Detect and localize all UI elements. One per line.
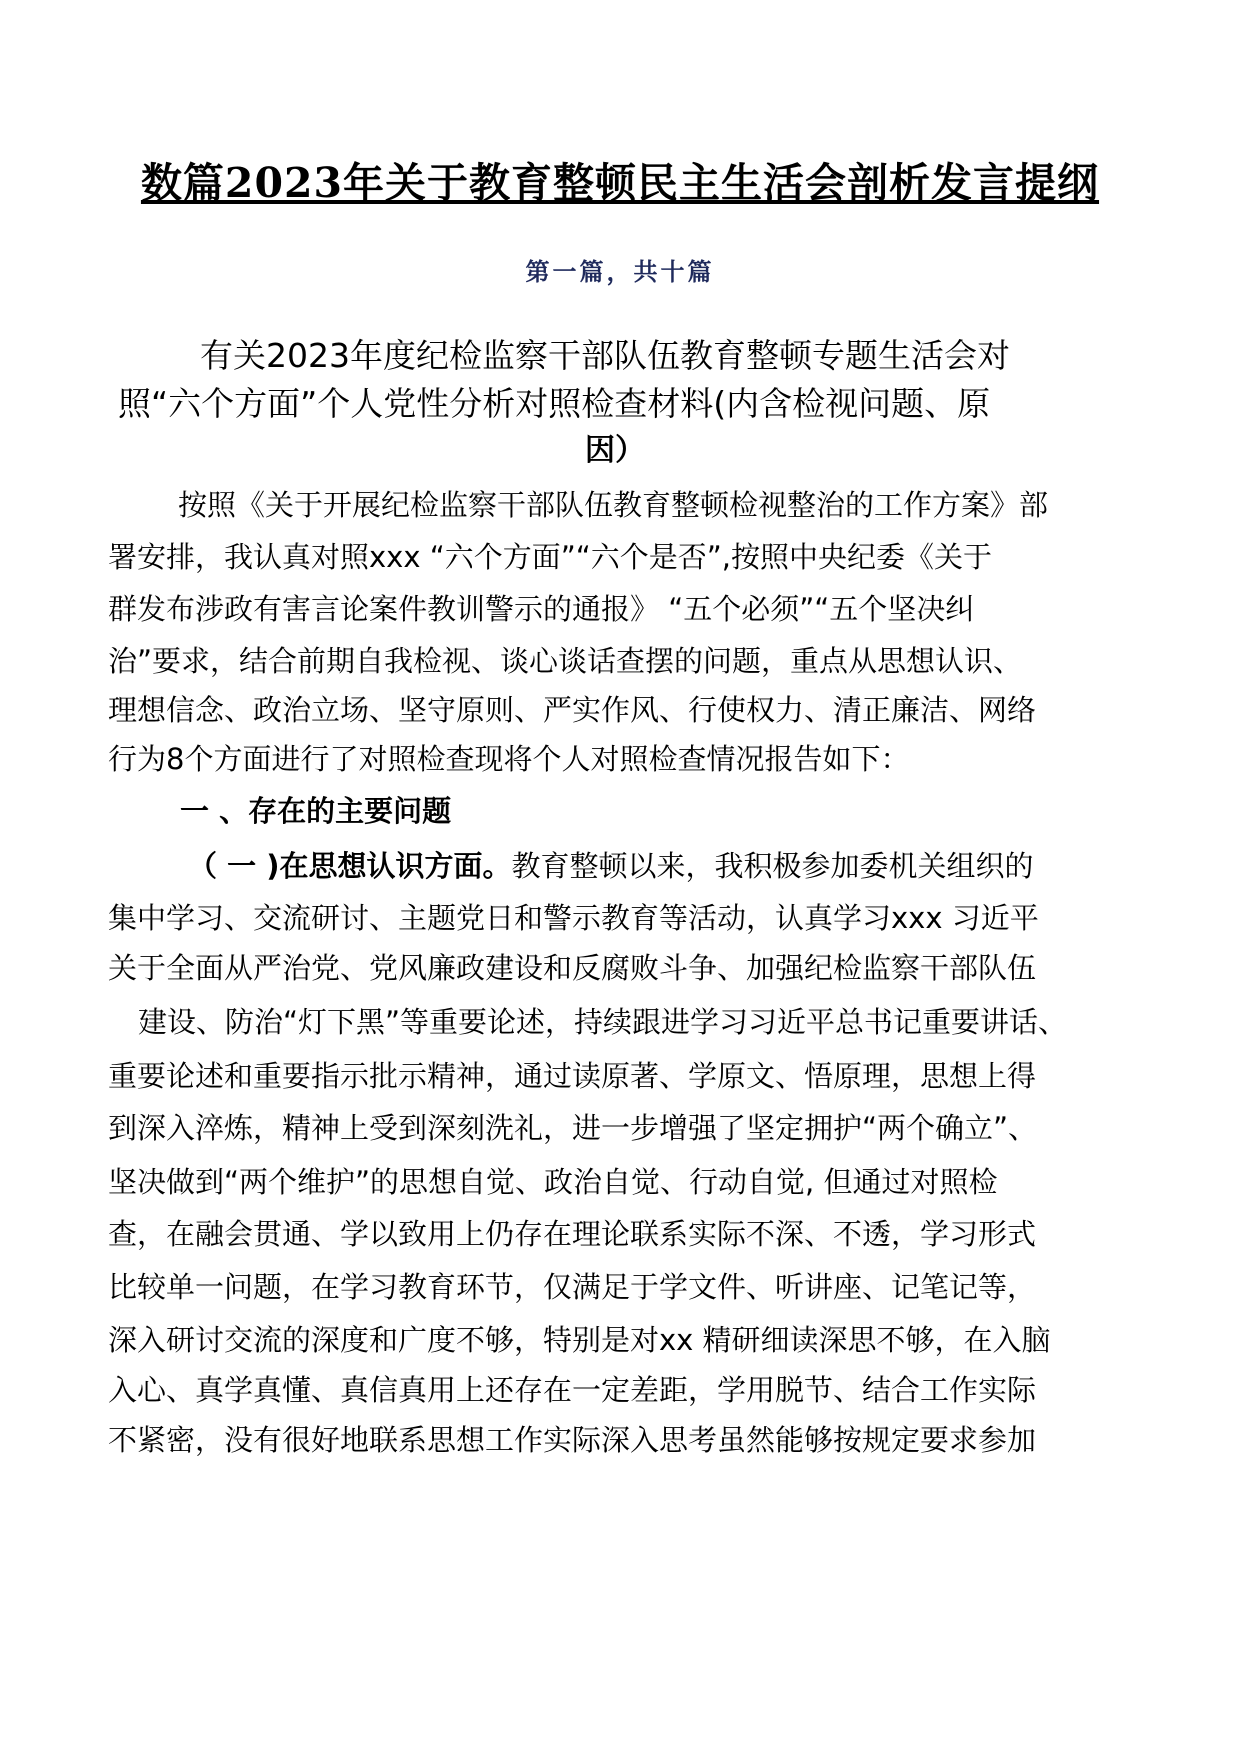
- para-line-8: 查，在融会贯通、学以致用上仍存在理论联系实际不深、不透，学习形式: [108, 1217, 1037, 1251]
- document-subtitle: 第一篇，共十篇: [525, 257, 715, 286]
- para-lead: （ 一 )在思想认识方面。: [188, 849, 512, 883]
- heading-line-2: 照“六个方面”个人党性分析对照检查材料(内含检视问题、原: [118, 384, 991, 423]
- para-line-5: 重要论述和重要指示批示精神，通过读原著、学原文、悟原理，思想上得: [108, 1059, 1037, 1093]
- intro-line-1: 按照《关于开展纪检监察干部队伍教育整顿检视整治的工作方案》部: [178, 488, 1049, 522]
- intro-line-3: 群发布涉政有害言论案件教训警示的通报》 “五个必须”“五个坚决纠: [108, 592, 975, 626]
- para-line-7: 坚决做到“两个维护”的思想自觉、政治自觉、行动自觉, 但通过对照检: [108, 1165, 998, 1199]
- heading-line-1: 有关2023年度纪检监察干部队伍教育整顿专题生活会对: [200, 336, 1010, 375]
- intro-line-2: 署安排，我认真对照xxx “六个方面”“六个是否”,按照中央纪委《关于: [108, 540, 993, 574]
- para-line-11: 入心、真学真懂、真信真用上还存在一定差距，学用脱节、结合工作实际: [108, 1373, 1037, 1407]
- intro-line-4: 治”要求，结合前期自我检视、谈心谈话查摆的问题，重点从思想认识、: [108, 644, 1023, 678]
- para-line-1-text: 教育整顿以来，我积极参加委机关组织的: [511, 849, 1034, 883]
- intro-line-6: 行为8个方面进行了对照检查现将个人对照检查情况报告如下：: [108, 742, 910, 776]
- para-line-3: 关于全面从严治党、党风廉政建设和反腐败斗争、加强纪检监察干部队伍: [108, 951, 1037, 985]
- section-heading: 一 、存在的主要问题: [180, 794, 452, 828]
- heading-line-3: 因）: [585, 433, 645, 468]
- para-line-2: 集中学习、交流研讨、主题党日和警示教育等活动，认真学习xxx 习近平: [108, 901, 1039, 935]
- para-line-12: 不紧密，没有很好地联系思想工作实际深入思考虽然能够按规定要求参加: [108, 1423, 1037, 1457]
- para-line-6: 到深入淬炼，精神上受到深刻洗礼，进一步增强了坚定拥护“两个确立”、: [108, 1111, 1038, 1145]
- para-line-1: [188, 844, 1033, 885]
- document-title: 数篇2023年关于教育整顿民主生活会剖析发言提纲: [140, 159, 1100, 207]
- para-line-9: 比较单一问题，在学习教育环节，仅满足于学文件、听讲座、记笔记等，: [108, 1270, 1037, 1304]
- intro-line-5: 理想信念、政治立场、坚守原则、严实作风、行使权力、清正廉洁、网络: [108, 693, 1037, 727]
- para-line-10: 深入研讨交流的深度和广度不够，特别是对xx 精研细读深思不够，在入脑: [108, 1323, 1051, 1357]
- para-line-4: 建设、防治“灯下黑”等重要论述，持续跟进学习习近平总书记重要讲话、: [138, 1005, 1068, 1039]
